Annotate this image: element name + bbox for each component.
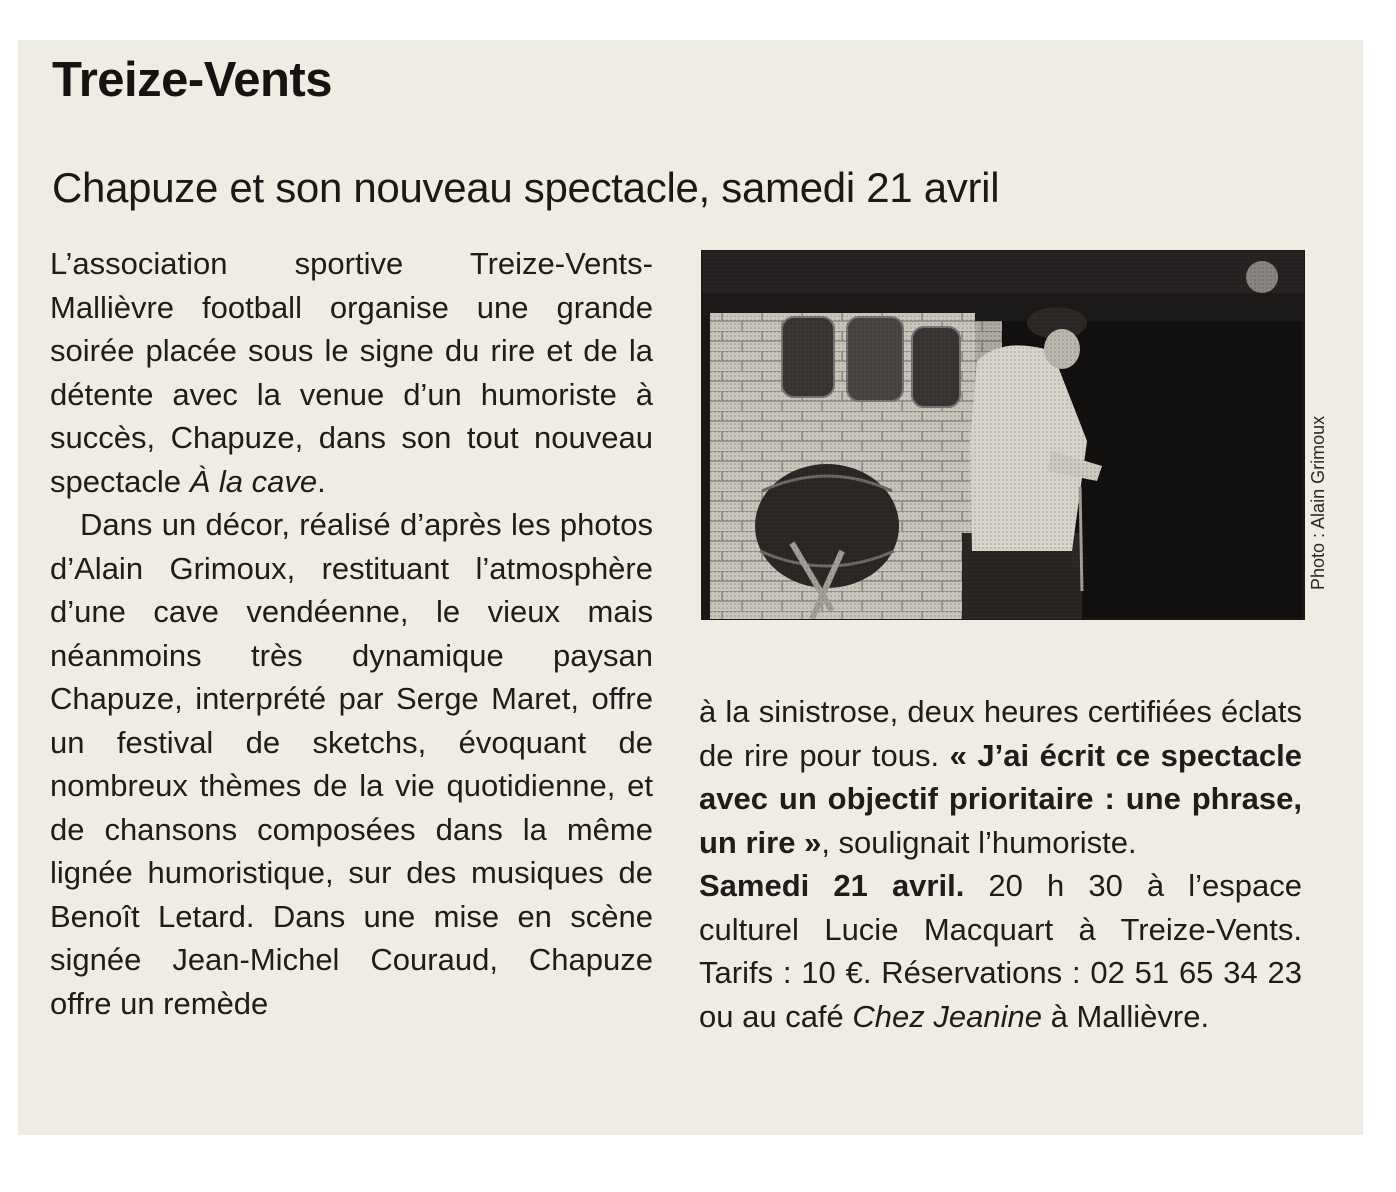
intro-end: . bbox=[317, 463, 326, 499]
show-title: À la cave bbox=[189, 463, 318, 499]
author-quote: « J’ai écrit ce spectacle avec un objectif prioritaire : une phrase, un rire » bbox=[699, 737, 1302, 860]
intro-text: L’association sportive Treize-Vents-Mallièvre football organise une grande soirée placée sous le signe du rire et de la détente avec la venue d’un humoriste à succès, Chapuze, dans son tout nouveau spectacle bbox=[50, 246, 653, 499]
paragraph-decor: Dans un décor, réalisé d’après les photos d’Alain Grimoux, restituant l’atmosphère d’une cave vendéenne, le vieux mais néanmoins très dynamique paysan Chapuze, interprété par Serge Maret, offre un festival de sketchs, évoquant de nombreux thèmes de la vie quotidienne, et de chansons composées dans la même lignée humoristique, sur des musiques de Benoît Letard. Dans une mise en scène signée Jean-Michel Couraud, Chapuze offre un remède bbox=[50, 507, 653, 1021]
paragraph-practical-info bbox=[699, 864, 1302, 1038]
cafe-name: Chez Jeanine bbox=[852, 998, 1042, 1034]
newspaper-clipping bbox=[18, 40, 1363, 1135]
paragraph-quote bbox=[699, 690, 1302, 864]
quote-lead: à la sinistrose, deux heures certifiées éclats de rire pour tous. bbox=[699, 694, 1302, 773]
show-through-texture bbox=[798, 60, 1298, 120]
stage-photo-image bbox=[702, 251, 1304, 619]
stage-photo bbox=[701, 250, 1305, 620]
left-column bbox=[50, 242, 653, 1025]
quote-attribution: , soulignait l’humoriste. bbox=[821, 824, 1137, 860]
event-details: 20 h 30 à l’espace culturel Lucie Macquart à Treize-Vents. Tarifs : 10 €. Réservations : 02 51 65 34 23 ou au café bbox=[699, 868, 1302, 1034]
paragraph-intro bbox=[50, 242, 653, 503]
event-date: Samedi 21 avril. bbox=[699, 868, 965, 903]
event-location-end: à Mallièvre. bbox=[1041, 998, 1210, 1034]
town-heading: Treize-Vents bbox=[52, 53, 332, 107]
article-headline: Chapuze et son nouveau spectacle, samedi 21 avril bbox=[52, 164, 1000, 211]
photo-credit: Photo : Alain Grimoux bbox=[1308, 415, 1328, 590]
show-through-texture bbox=[398, 40, 998, 100]
right-column bbox=[699, 690, 1302, 1038]
